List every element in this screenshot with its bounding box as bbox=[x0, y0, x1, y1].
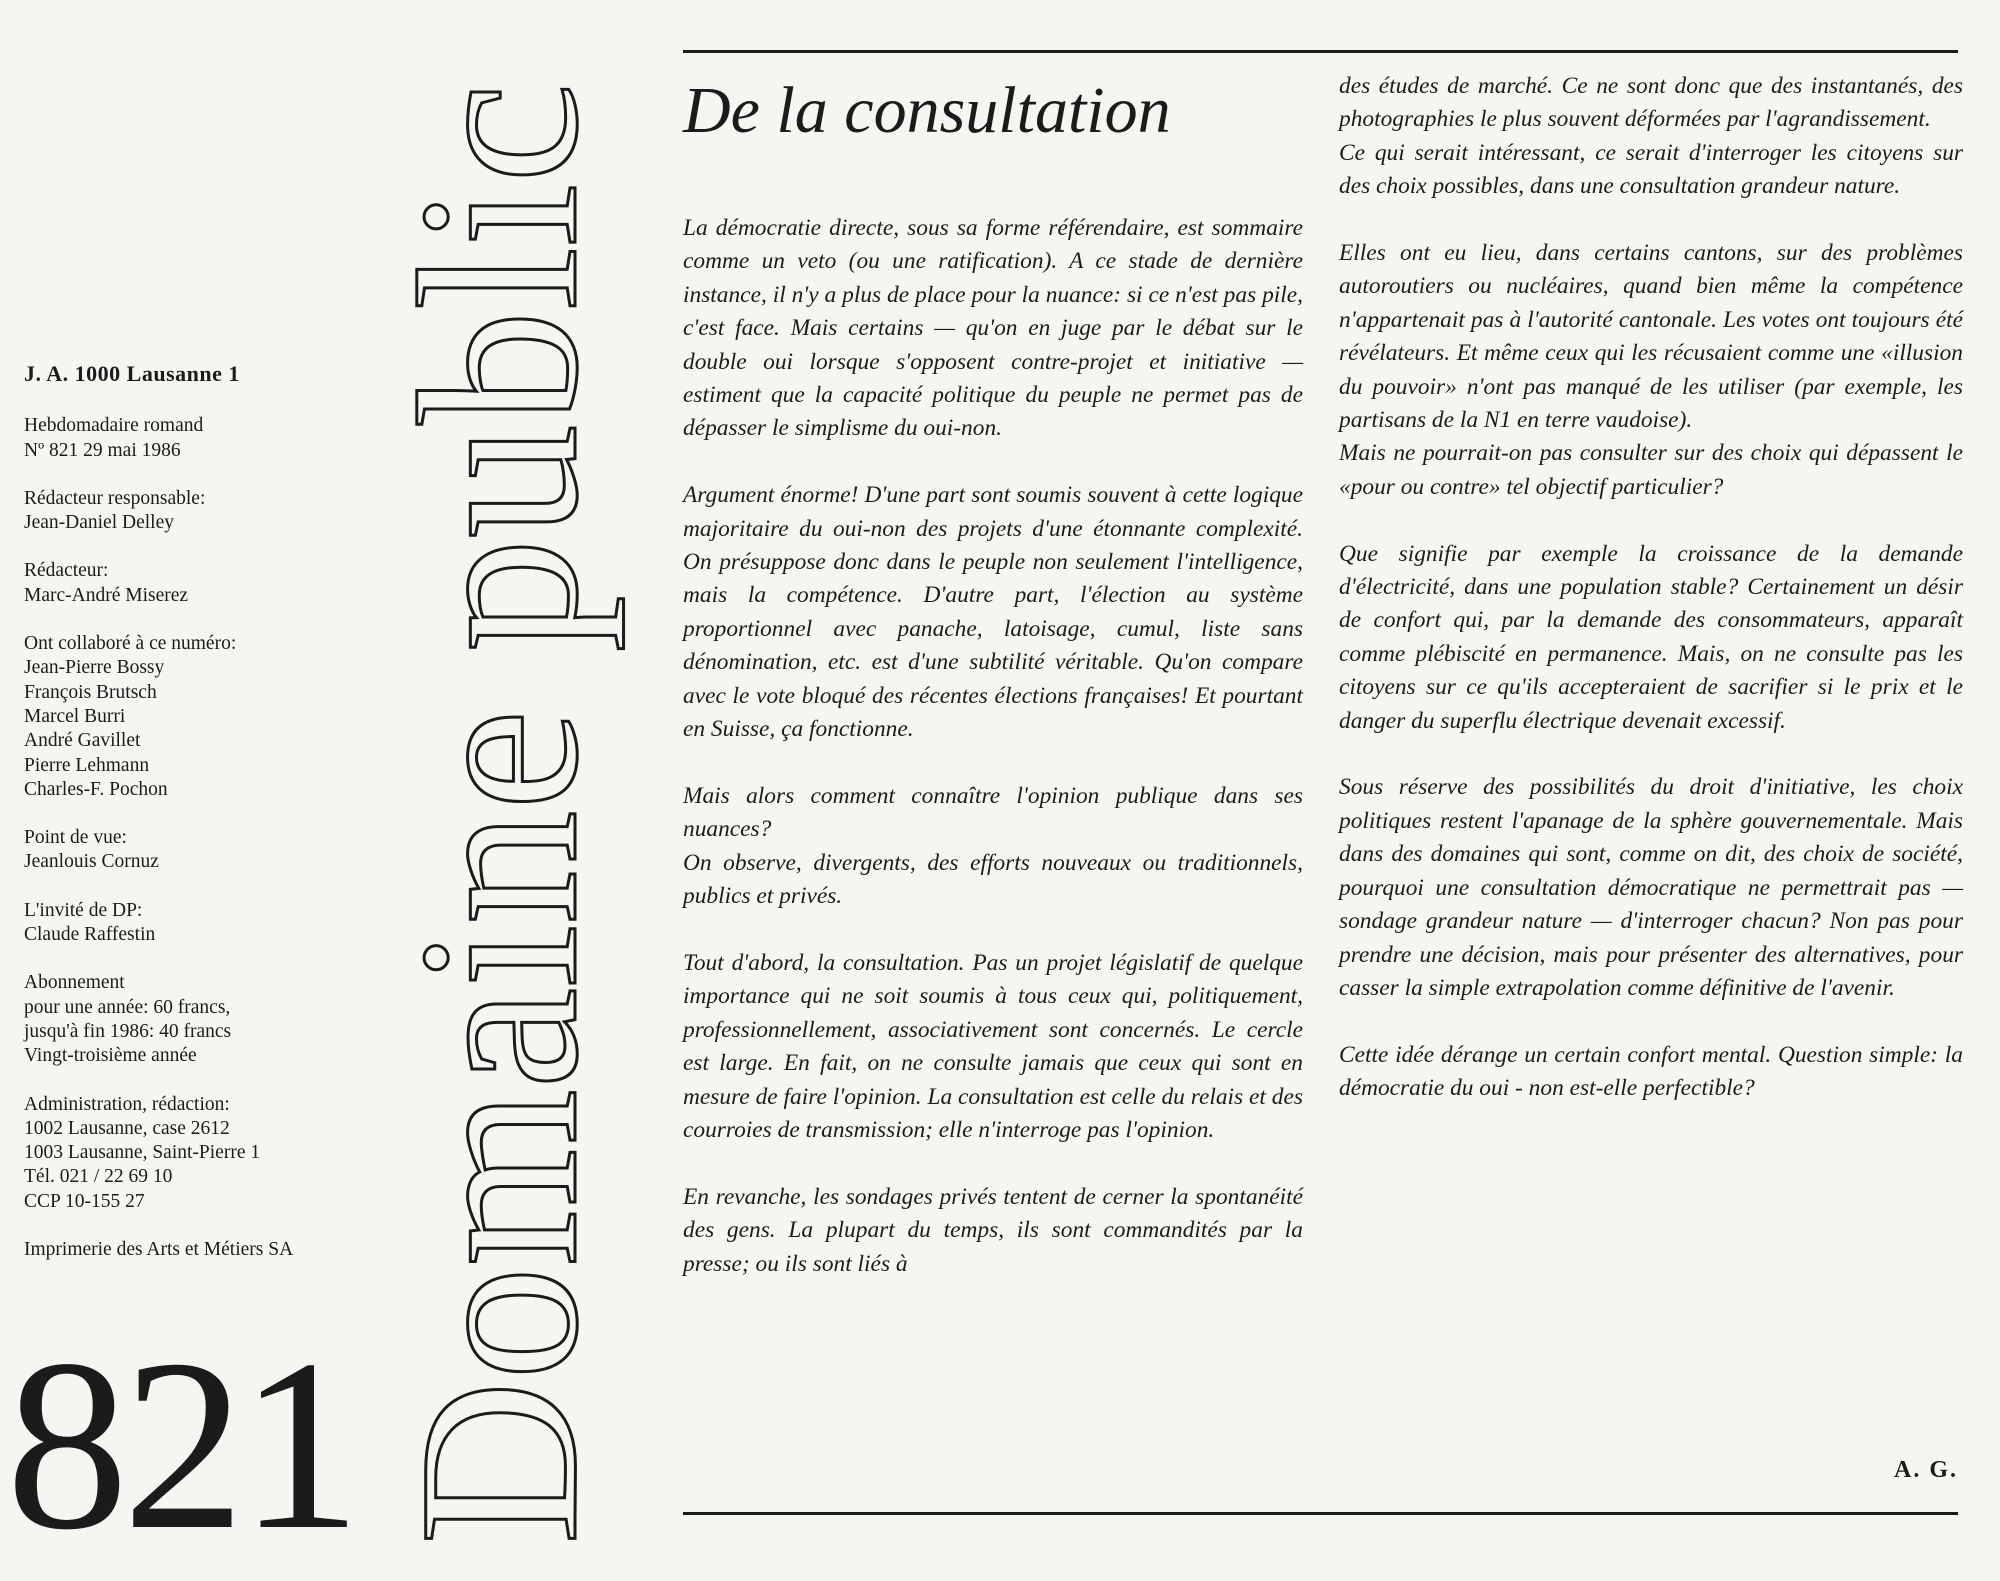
masthead bbox=[24, 362, 354, 1286]
masthead-block-edition: Hebdomadaire romand Nº 821 29 mai 1986 bbox=[24, 415, 204, 461]
postal-code-line: J. A. 1000 Lausanne 1 bbox=[24, 361, 240, 386]
paragraph: Argument énorme! D'une part sont soumis souvent à cette logique majoritaire du oui-non des projets d'une étonnante complexité. On présuppose donc dans le peuple non seulement l'intelligence, mais la compétence. D'autre part, l'élection au système proportionnel avec panache, latoisage, cumul, liste sans dénomination, etc. est d'une subtilité véritable. Qu'on compare avec le vote bloqué des récentes élections françaises! Et pourtant en Suisse, ça fonctionne. bbox=[683, 482, 1303, 743]
masthead-block-point-de-vue: Point de vue: Jeanlouis Cornuz bbox=[24, 827, 159, 873]
masthead-block-guest: L'invité de DP: Claude Raffestin bbox=[24, 899, 156, 946]
top-rule bbox=[683, 50, 1958, 53]
paragraph: La démocratie directe, sous sa forme référendaire, est sommaire comme un veto (ou une ratification). A ce stade de dernière instance, il n'y a plus de place pour la nuance: si ce n'est pas pile, c'est face. Mais certains — qu'on en juge par le débat sur le double oui lorsque s'opposent contre-projet et initiative — estiment que la capacité politique du peuple ne permet pas de dépasser le simplisme du oui-non. bbox=[683, 215, 1303, 442]
masthead-block-contributors: Ont collaboré à ce numéro: Jean-Pierre Bossy François Brutsch Marcel Burri André Gavillet Pierre Lehmann Charles-F. Pochon bbox=[24, 633, 237, 800]
article-title: De la consultation bbox=[683, 74, 1171, 147]
masthead-block-editor: Rédacteur: Marc-André Miserez bbox=[24, 560, 189, 606]
masthead-block-administration: Administration, rédaction: 1002 Lausanne, case 2612 1003 Lausanne, Saint-Pierre 1 Tél. 021 / 22 69 10 CCP 10-155 27 bbox=[24, 1093, 261, 1212]
paragraph: des études de marché. Ce ne sont donc que des instantanés, des photographies le plus souvent déformées par l'agrandissement. Ce qui serait intéressant, ce serait d'interroger les citoyens sur des choix possibles, dans une consultation grandeur nature. bbox=[1339, 73, 1963, 200]
paragraph: Que signifie par exemple la croissance de la demande d'électricité, dans une population stable? Certainement un désir de confort qui, par la demande des consommateurs, apparaît comme plébiscité en permanence. Mais, on ne consulte pas les citoyens sur ce qu'ils accepteraient de sacrifier si le prix et le danger du superflu électrique devenait excessif. bbox=[1339, 540, 1963, 734]
paragraph: Mais alors comment connaître l'opinion publique dans ses nuances? On observe, divergents, des efforts nouveaux ou traditionnels, publics et privés. bbox=[683, 782, 1303, 910]
masthead-block-printer: Imprimerie des Arts et Métiers SA bbox=[24, 1239, 294, 1261]
newspaper-logo: Domaine public bbox=[373, 82, 625, 1545]
paragraph: Tout d'abord, la consultation. Pas un projet législatif de quelque importance qui ne soit soumis à tous ceux qui, politiquement, professionnellement, associativement sont concernés. Le cercle est large. En fait, on ne consulte jamais que ceux qui sont en mesure de faire l'opinion. La consultation est celle du relais et des courroies de transmission; elle n'interroge pas l'opinion. bbox=[683, 949, 1303, 1143]
paragraph: Sous réserve des possibilités du droit d'initiative, les choix politiques restent l'apanage de la sphère gouvernementale. Mais dans des domaines qui sont, comme on dit, des choix de société, pourquoi une consultation démocratique ne permettrait pas — sondage grandeur nature — d'interroger chacun? Non pas pour prendre une décision, mais pour présenter des alternatives, pour casser la simple extrapolation comme définitive de l'avenir. bbox=[1339, 774, 1963, 1001]
issue-number: 821 bbox=[6, 1309, 356, 1580]
paragraph: En revanche, les sondages privés tentent de cerner la spontanéité des gens. La plupart du temps, ils sont commandités par la presse; ou ils sont liés à bbox=[683, 1183, 1303, 1277]
paragraph: Elles ont eu lieu, dans certains cantons, sur des problèmes autoroutiers ou nucléaires, quand bien même la compétence n'appartenait pas à l'autorité cantonale. Les votes ont toujours été révélateurs. Et même ceux qui les récusaient comme une «illusion du pouvoir» n'ont pas manqué de les utiliser (par exemple, les partisans de la N1 en terre vaudoise). Mais ne pourrait-on pas consulter sur des choix qui dépassent le «pour ou contre» tel objectif particulier? bbox=[1339, 240, 1963, 500]
bottom-rule bbox=[683, 1512, 1958, 1515]
article-column-2 bbox=[1339, 70, 1963, 1106]
paragraph: Cette idée dérange un certain confort mental. Question simple: la démocratie du oui - non est-elle perfectible? bbox=[1339, 1041, 1963, 1102]
article-column-1 bbox=[683, 212, 1303, 1281]
masthead-block-subscription: Abonnement pour une année: 60 francs, jusqu'à fin 1986: 40 francs Vingt-troisième année bbox=[24, 972, 232, 1067]
author-signature: A. G. bbox=[1894, 1457, 1958, 1483]
masthead-block-editor-in-chief: Rédacteur responsable: Jean-Daniel Delley bbox=[24, 487, 206, 534]
